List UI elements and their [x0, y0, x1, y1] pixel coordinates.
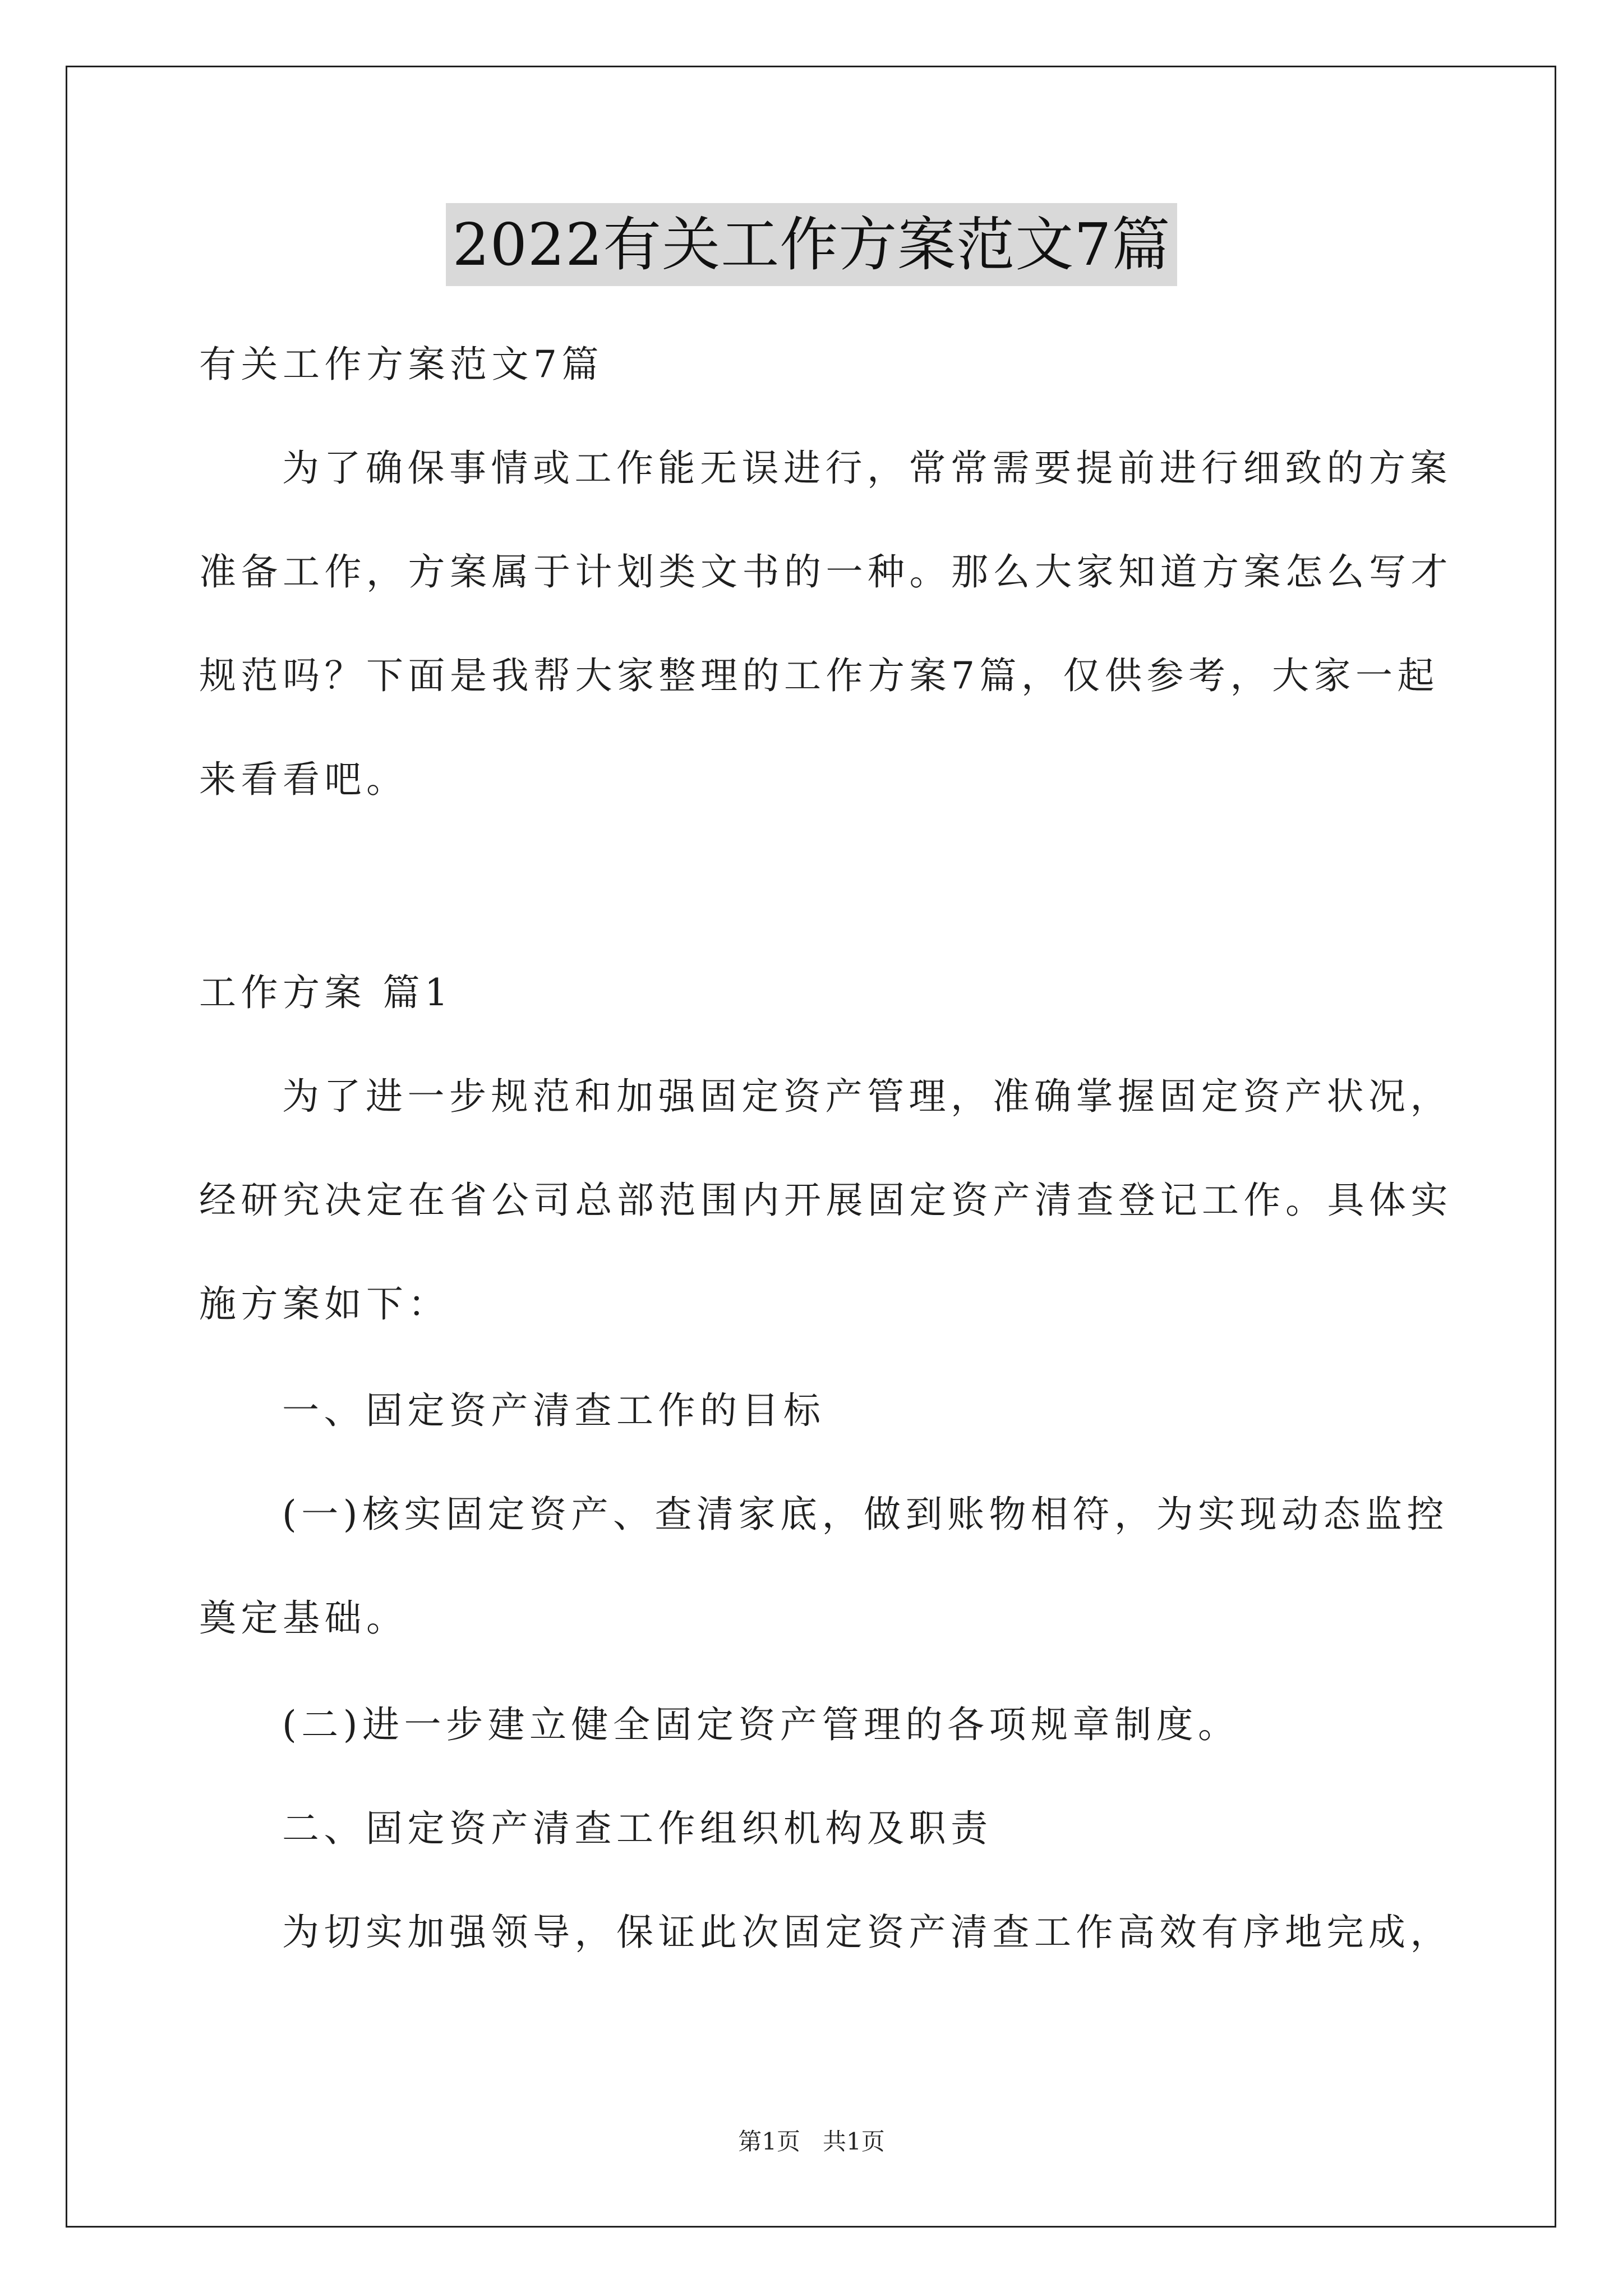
body-line: 奠定基础。 — [199, 1596, 408, 1640]
body-line: (二)进一步建立健全固定资产管理的各项规章制度。 — [282, 1703, 1240, 1746]
body-line: 二、固定资产清查工作组织机构及职责 — [282, 1807, 993, 1850]
intro-line: 来看看吧。 — [199, 758, 408, 801]
title-container — [0, 203, 1623, 286]
page-border — [66, 66, 1556, 2228]
intro-line: 为了确保事情或工作能无误进行，常常需要提前进行细致的方案 — [282, 447, 1452, 490]
intro-line: 规范吗？下面是我帮大家整理的工作方案7篇，仅供参考，大家一起 — [199, 654, 1439, 697]
page-footer: 第1页 共1页 — [738, 2128, 885, 2155]
body-line: 为了进一步规范和加强固定资产管理，准确掌握固定资产状况， — [282, 1075, 1452, 1118]
document-title: 2022有关工作方案范文7篇 — [446, 203, 1178, 286]
document-subtitle: 有关工作方案范文7篇 — [199, 343, 603, 386]
body-line: 一、固定资产清查工作的目标 — [282, 1389, 826, 1432]
body-line: (一)核实固定资产、查清家底，做到账物相符，为实现动态监控 — [282, 1493, 1449, 1536]
section-heading: 工作方案 篇1 — [199, 971, 453, 1014]
body-line: 施方案如下： — [199, 1282, 450, 1326]
body-line: 为切实加强领导，保证此次固定资产清查工作高效有序地完成， — [282, 1911, 1452, 1954]
intro-line: 准备工作，方案属于计划类文书的一种。那么大家知道方案怎么写才 — [199, 550, 1453, 593]
body-line: 经研究决定在省公司总部范围内开展固定资产清查登记工作。具体实 — [199, 1179, 1453, 1222]
